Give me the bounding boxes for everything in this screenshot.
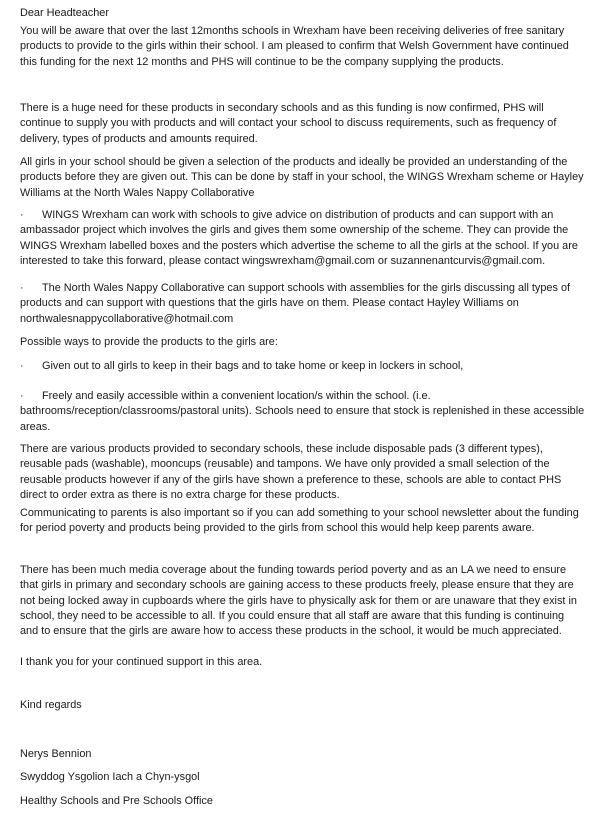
bullet-marker: · [20, 282, 24, 294]
paragraph-products: There are various products provided to secondary schools, these include disposable pads (3 different types), reusable pads (washable), mooncups (reusable) and tampons. We have only provided a small selection of the reusable products however if any of the girls have shown a preference to these, schools are able to contact PHS direct to order extra as there is no extra charge for these products. [20, 443, 562, 501]
paragraph-intro: You will be aware that over the last 12months schools in Wrexham have been receiving deliveries of free sanitary products to provide to the girls within their school. I am pleased to confirm that Welsh Government have continued this funding for the next 12 months and PHS will continue to be the company supplying the products. [20, 25, 569, 68]
bullet-nappy-collaborative [20, 281, 585, 327]
bullet-wings [20, 208, 585, 269]
paragraph-thanks: I thank you for your continued support in this area. [20, 656, 263, 668]
bullet-text: The North Wales Nappy Collaborative can support schools with assemblies for the girls discussing all types of products and can support with questions that the girls have on them. Please contact Hayley Williams on northwalesnappycollaborative@hotmail.com [20, 282, 571, 325]
bullet-marker: · [20, 209, 24, 221]
bullet-text: WINGS Wrexham can work with schools to give advice on distribution of products and can support with an ambassador project which involves the girls and gives them some ownership of the scheme. They can provide the WINGS Wrexham labelled boxes and the posters which advertise the scheme to all the girls at the school. If you are interested to take this forward, please contact wingswrexham@gmail.com or suzannenantcurvis@gmail.com. [20, 209, 578, 267]
paragraph-media: There has been much media coverage about the funding towards period poverty and as an LA we need to ensure that girls in primary and secondary schools are gaining access to these products freely, please ensure that they are not being locked away in cupboards where the girls have to physically ask for them or are unaware that they exist in school, they need to be accessible to all. If you could ensure that all staff are aware that this funding is continuing and to ensure that the girls are aware how to access these products in the school, it would be much appreciated. [20, 564, 577, 638]
ways-intro: Possible ways to provide the products to the girls are: [20, 336, 278, 348]
bullet-marker: · [20, 390, 24, 402]
bullet-accessible [20, 389, 585, 435]
bullet-text: Given out to all girls to keep in their bags and to take home or keep in lockers in school, [42, 360, 464, 372]
paragraph-parents: Communicating to parents is also important so if you can add something to your school newsletter about the funding for period poverty and products being provided to the girls from school this would help keep parents aware. [20, 507, 579, 535]
signature-name: Nerys Bennion [20, 748, 92, 760]
paragraph-selection: All girls in your school should be given a selection of the products and ideally be provided an understanding of the products before they are given out. This can be done by staff in your school, the WINGS Wrexham scheme or Hayley Williams at the North Wales Nappy Collaborative [20, 156, 584, 199]
paragraph-need: There is a huge need for these products in secondary schools and as this funding is now confirmed, PHS will continue to supply you with products and will contact your school to discuss requirements, such as frequency of delivery, types of products and amounts required. [20, 102, 557, 145]
bullet-given-out [20, 359, 585, 374]
signature-office: Healthy Schools and Pre Schools Office [20, 795, 213, 807]
salutation: Dear Headteacher [20, 7, 109, 19]
bullet-text: Freely and easily accessible within a convenient location/s within the school. (i.e. bathrooms/reception/classrooms/pastoral units). Schools need to ensure that stock is replenished in these accessible areas. [20, 390, 585, 433]
bullet-marker: · [20, 360, 24, 372]
signature-title: Swyddog Ysgolion Iach a Chyn-ysgol [20, 771, 200, 783]
closing: Kind regards [20, 699, 82, 711]
